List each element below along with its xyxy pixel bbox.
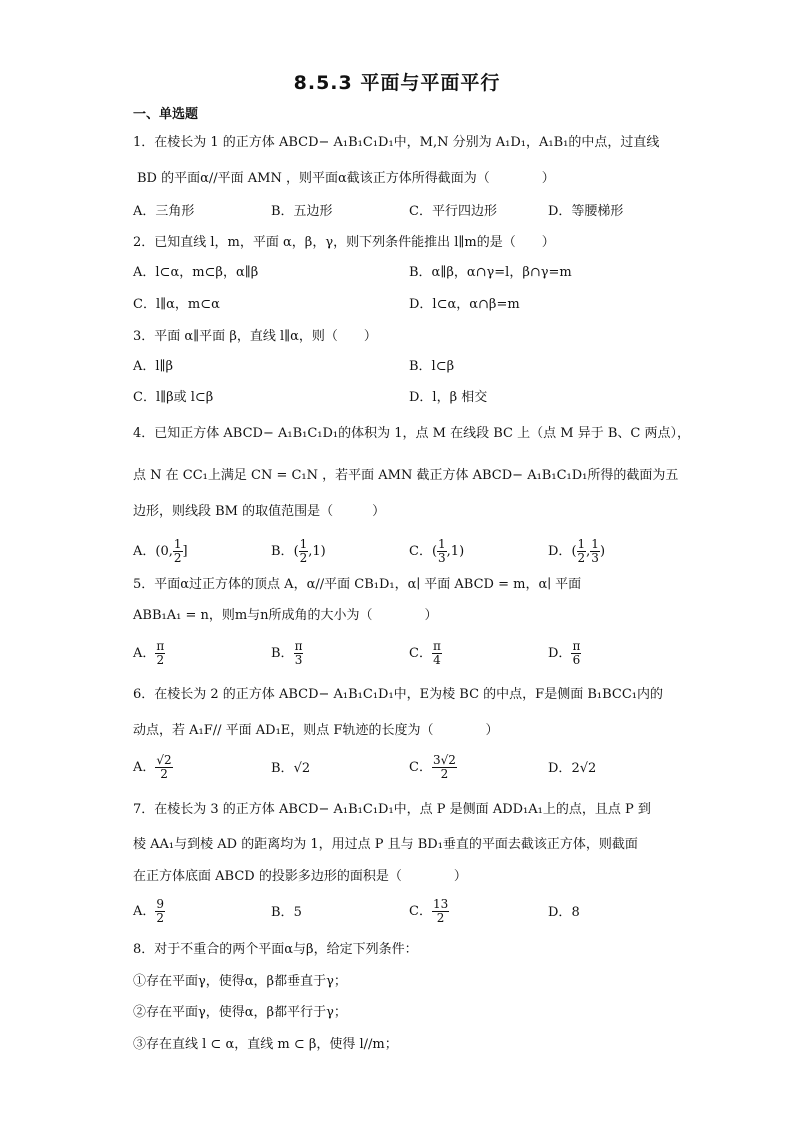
q7-line2: 棱 AA₁与到棱 AD 的距离均为 1，用过点 P 且与 BD₁垂直的平面去截该正方体，则截面: [133, 837, 638, 852]
fraction: $\frac{1}{2}$: [173, 537, 182, 565]
fraction: $\frac{1}{2}$: [299, 537, 308, 565]
q6-line1: 6．在棱长为 2 的正方体 ABCD− A₁B₁C₁D₁中，E为棱 BC 的中点，F是侧面 B₁BCC₁内的: [133, 687, 663, 702]
q5-option-a: A． $\frac{\pi}{2}$: [133, 639, 165, 667]
q7-line1: 7．在棱长为 3 的正方体 ABCD− A₁B₁C₁D₁中，点 P 是侧面 ADD₁A₁上的点，且点 P 到: [133, 802, 651, 817]
q3-option-d: D．l，β 相交: [409, 390, 488, 405]
q1-option-c: C．平行四边形: [409, 204, 497, 219]
fraction: $\frac{3√2}{2}$: [432, 753, 456, 781]
q2-option-a: A．l⊂α，m⊂β，α∥β: [133, 265, 259, 280]
q5-line1: 5．平面α过正方体的顶点 A，α//平面 CB₁D₁，α∣ 平面 ABCD = m，α∣ 平面: [133, 577, 582, 592]
q6-option-b: B．√2: [271, 761, 311, 776]
q5-line2: ABB₁A₁ = n，则m与n所成角的大小为（ ）: [133, 608, 438, 623]
fraction: $\frac{1}{3}$: [438, 537, 446, 565]
q1-option-a: A．三角形: [133, 204, 195, 219]
fraction: $\frac{\pi}{4}$: [432, 639, 441, 667]
q4-line1: 4．已知正方体 ABCD− A₁B₁C₁D₁的体积为 1，点 M 在线段 BC 上（点 M 异于 B、C 两点），: [133, 426, 690, 441]
q1-option-b: B．五边形: [271, 204, 333, 219]
fraction: $\frac{√2}{2}$: [156, 753, 172, 781]
q1-line2: BD 的平面α//平面 AMN ，则平面α截该正方体所得截面为（ ）: [137, 171, 555, 186]
fraction: $\frac{\pi}{2}$: [156, 639, 165, 667]
q5-option-b: B． $\frac{\pi}{3}$: [271, 639, 303, 667]
q5-option-c: C． $\frac{\pi}{4}$: [409, 639, 441, 667]
q8-condition-3: ③存在直线 l ⊂ α，直线 m ⊂ β，使得 l//m；: [133, 1037, 398, 1052]
q6-option-d: D．2√2: [548, 761, 597, 776]
q2-option-c: C．l∥α，m⊂α: [133, 297, 220, 312]
q4-option-d: D．( $\frac{1}{2}$ , $\frac{1}{3}$ ): [548, 537, 606, 565]
section-heading: 一、单选题: [133, 107, 199, 122]
fraction: $\frac{1}{3}$: [591, 537, 599, 565]
q8-condition-1: ①存在平面γ，使得α，β都垂直于γ；: [133, 974, 347, 989]
q4-option-b: B．( $\frac{1}{2}$ ,1): [271, 537, 326, 565]
q3-option-c: C．l∥β或 l⊂β: [133, 390, 214, 405]
q8-line1: 8．对于不重合的两个平面α与β，给定下列条件：: [133, 942, 418, 957]
q7-option-a: A． $\frac{9}{2}$: [133, 897, 165, 925]
q3-option-a: A．l∥β: [133, 359, 174, 374]
q3-line1: 3．平面 α∥平面 β，直线 l∥α，则（ ）: [133, 329, 377, 344]
fraction: $\frac{13}{2}$: [432, 897, 449, 925]
q2-line1: 2．已知直线 l，m，平面 α，β，γ，则下列条件能推出 l∥m的是（ ）: [133, 235, 555, 250]
q4-line2: 点 N 在 CC₁上满足 CN = C₁N ，若平面 AMN 截正方体 ABCD− A₁B₁C₁D₁所得的截面为五: [133, 468, 679, 483]
q1-option-d: D．等腰梯形: [548, 204, 624, 219]
q8-condition-2: ②存在平面γ，使得α，β都平行于γ；: [133, 1005, 347, 1020]
q1-line1: 1．在棱长为 1 的正方体 ABCD− A₁B₁C₁D₁中，M,N 分别为 A₁D₁，A₁B₁的中点，过直线: [133, 135, 660, 150]
fraction: $\frac{1}{2}$: [577, 537, 586, 565]
fraction: $\frac{9}{2}$: [156, 897, 165, 925]
q6-option-a: A． $\frac{√2}{2}$: [133, 753, 172, 781]
fraction: $\frac{\pi}{6}$: [572, 639, 581, 667]
q3-option-b: B．l⊂β: [409, 359, 455, 374]
q7-option-d: D．8: [548, 905, 580, 920]
q6-line2: 动点，若 A₁F// 平面 AD₁E，则点 F轨迹的长度为（ ）: [133, 723, 499, 738]
q7-option-b: B．5: [271, 905, 302, 920]
q7-line3: 在正方体底面 ABCD 的投影多边形的面积是（ ）: [133, 869, 467, 884]
q2-option-d: D．l⊂α，α∩β=m: [409, 297, 520, 312]
fraction: $\frac{\pi}{3}$: [294, 639, 303, 667]
q4-line3: 边形，则线段 BM 的取值范围是（ ）: [133, 504, 386, 519]
q4-option-a: A．(0, $\frac{1}{2}$ ]: [133, 537, 188, 565]
q5-option-d: D． $\frac{\pi}{6}$: [548, 639, 581, 667]
q6-option-c: C． $\frac{3√2}{2}$: [409, 753, 456, 781]
q7-option-c: C． $\frac{13}{2}$: [409, 897, 449, 925]
q2-option-b: B．α∥β，α∩γ=l，β∩γ=m: [409, 265, 572, 280]
page-title: 8.5.3 平面与平面平行: [293, 72, 501, 94]
q4-option-c: C．( $\frac{1}{3}$ ,1): [409, 537, 465, 565]
